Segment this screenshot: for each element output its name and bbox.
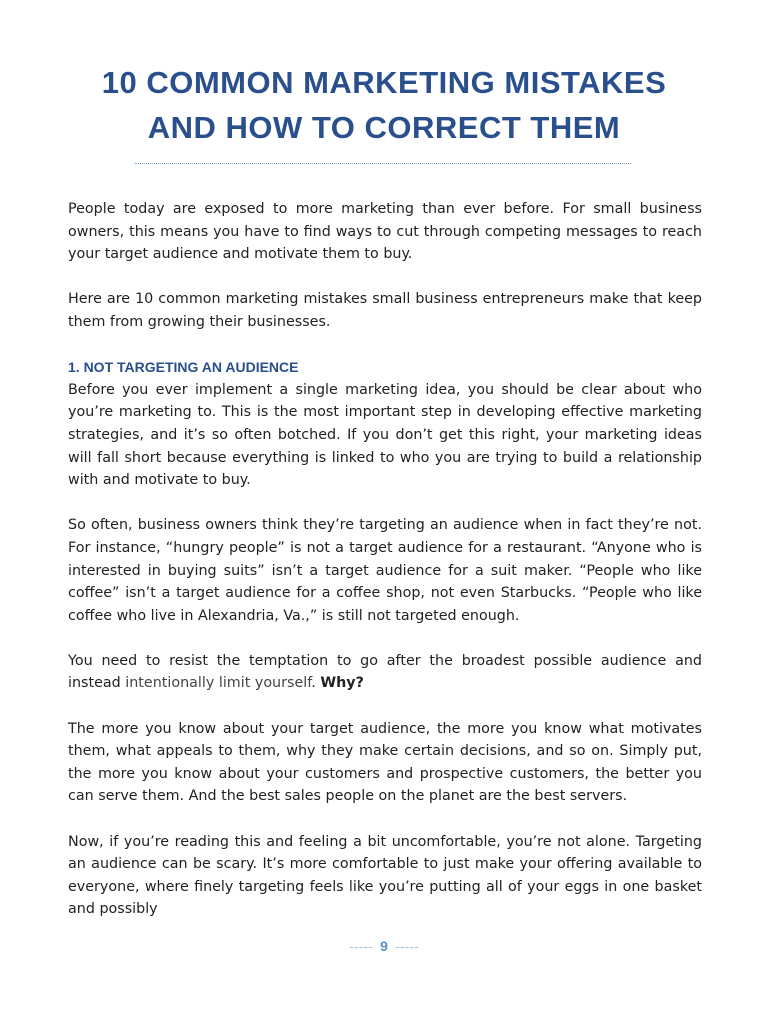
intentionally-limit-link[interactable]: intentionally limit yourself [125,675,312,692]
section-heading-1: 1. NOT TARGETING AN AUDIENCE [68,359,299,376]
intro-paragraph-2: Here are 10 common marketing mistakes small business entrepreneurs make that keep them from growing their businesses. [68,291,702,330]
intro-paragraph-1: People today are exposed to more marketing than ever before. For small business owners, this means you have to find ways to cut through competing messages to reach your target audience and motivate them to buy. [68,201,702,263]
title-line-1: 10 COMMON MARKETING MISTAKES [101,65,667,100]
footer-dash-right [396,947,418,948]
page-footer [0,938,768,954]
body-content [68,198,702,944]
why-emphasis: Why? [320,675,364,692]
section-1-paragraph-3 [68,650,702,695]
title-line-2: AND HOW TO CORRECT THEM [147,110,621,145]
page-title [0,60,768,150]
paragraph-3-text-start: You need to resist the temptation to go after the broadest possible audience and instead [68,652,702,692]
section-1-paragraph-2: So often, business owners think they’re targeting an audience when in fact they’re not. For instance, “hungry people” is not a target audience for a restaurant. “Anyone who is interested in buying suits” isn’t a target audience for a suit maker. “People who like coffee” isn’t a target audience for a coffee shop, not even Starbucks. “People who like coffee who live in Alexandria, Va.,” is still not targeted enough. [68,517,702,624]
paragraph-3-punctuation: . [311,675,321,692]
section-1-paragraph-1: Before you ever implement a single marketing idea, you should be clear about who you’re marketing to. This is the most important step in developing effective marketing strategies, and it’s so often botched. If you don’t get this right, your marketing ideas will fall short because everything is linked to who you are trying to build a relationship with and motivate to buy. [68,381,702,489]
section-1-paragraph-4: The more you know about your target audience, the more you know what motivates them, what appeals to them, why they make certain decisions, and so on. Simply put, the more you know about your customers and prospective customers, the better you can serve them. And the best sales people on the planet are the best servers. [68,720,702,805]
footer-dash-left [350,947,372,948]
page-number: 9 [380,938,388,954]
section-1-paragraph-5: Now, if you’re reading this and feeling a bit uncomfortable, you’re not alone. Targeting an audience can be scary. It’s more comfortable to just make your offering available to everyone, where finely targeting feels like you’re putting all of your eggs in one basket and possibly [68,833,702,918]
title-divider [135,163,631,164]
